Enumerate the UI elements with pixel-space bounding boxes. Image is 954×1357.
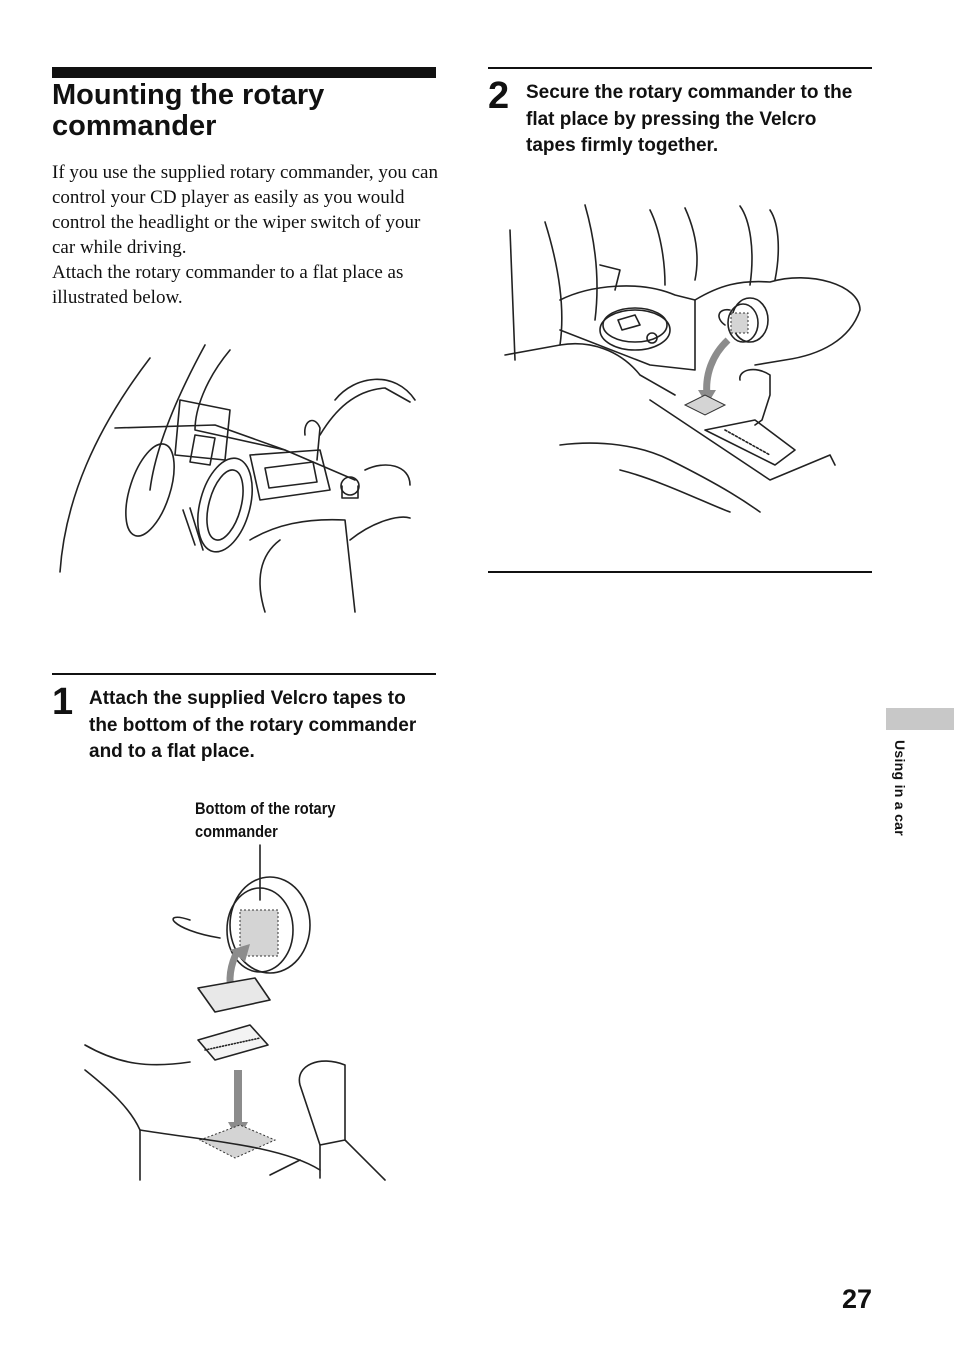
chapter-tab	[886, 708, 954, 730]
car-interior-illustration	[55, 340, 420, 618]
step-2-number: 2	[488, 75, 510, 117]
callout-bottom-of-commander: Bottom of the rotary commander	[195, 799, 336, 841]
step-2-text: Secure the rotary commander to the flat place by pressing the Velcro tapes firmly together.	[526, 82, 853, 156]
step-1-number: 1	[52, 681, 74, 723]
section-title: Mounting the rotary commander	[52, 79, 325, 142]
velcro-attachment-illustration	[80, 840, 390, 1185]
chapter-tab-label: Using in a car	[892, 740, 908, 837]
step-1-rule	[52, 673, 436, 675]
step-1-text: Attach the supplied Velcro tapes to the bottom of the rotary commander and to a flat place.	[89, 688, 417, 762]
step-2-rule	[488, 67, 872, 69]
page-number: 27	[841, 1284, 872, 1314]
intro-paragraph-2: Attach the rotary commander to a flat place as illustrated below.	[52, 262, 404, 308]
intro-paragraph-1: If you use the supplied rotary commander, you can control your CD player as easily as you would control the headlight or the wiper switch of your car while driving.	[52, 162, 438, 258]
intro-text	[52, 160, 442, 310]
step-2-bottom-rule	[488, 571, 872, 573]
console-mounted-illustration	[500, 200, 870, 515]
title-bar	[52, 67, 436, 78]
